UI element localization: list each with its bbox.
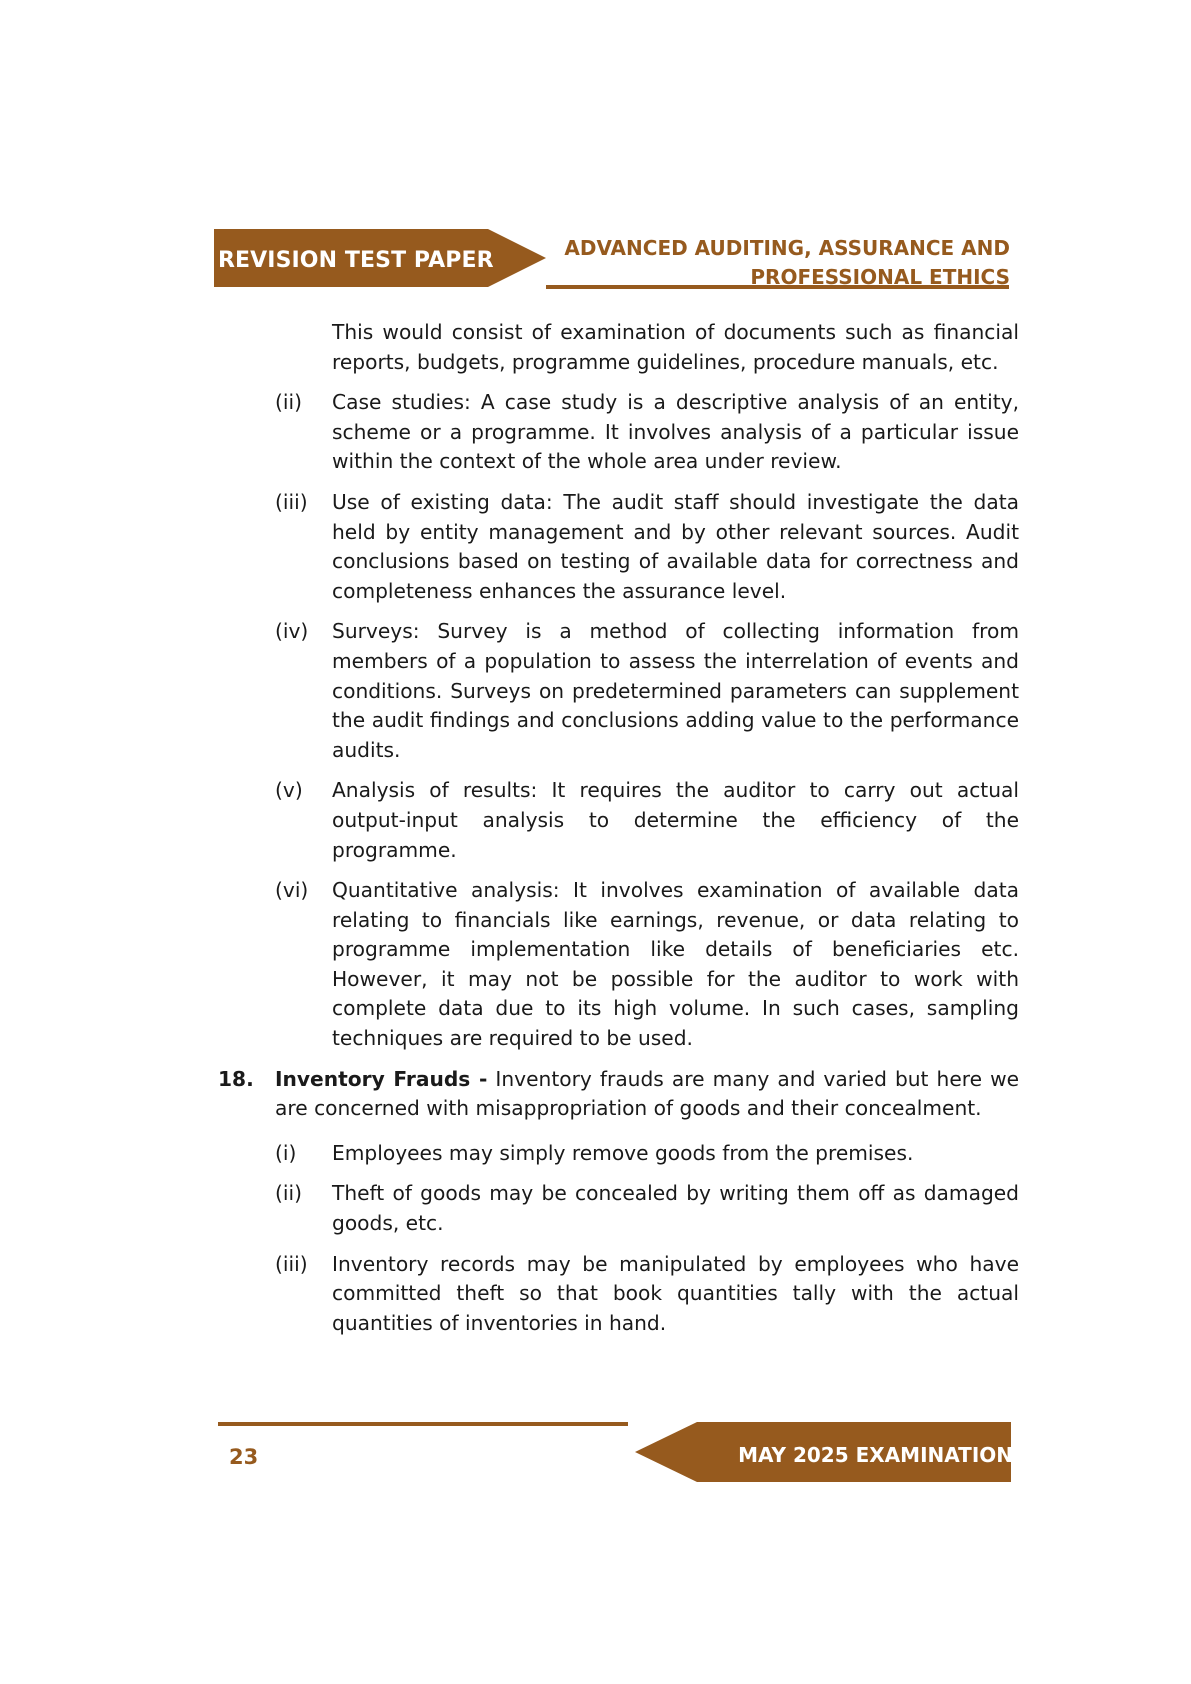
list-item-number: (iii)	[275, 489, 308, 514]
list-item-text: Surveys: Survey is a method of collecting information from members of a population to assess the interrelation of events and conditions. Surveys on predetermined parameters can supplement the audit findings and conclusions adding value to the performance audits.	[332, 619, 1019, 762]
question-text	[275, 1065, 1019, 1124]
list-item-number: (vi)	[275, 878, 309, 903]
list-item-number: (iv)	[275, 619, 309, 644]
list-item	[218, 876, 1019, 1054]
list-item-text: Use of existing data: The audit staff should investigate the data held by entity management and by other relevant sources. Audit conclusions based on testing of available data for correctness and completeness enhances the assurance level.	[332, 489, 1019, 603]
list-item	[218, 1179, 1019, 1238]
list-item-text: Employees may simply remove goods from the premises.	[332, 1140, 914, 1165]
list-item	[218, 1250, 1019, 1339]
list-item-text: Inventory records may be manipulated by employees who have committed theft so that book quantities tally with the actual quantities of inventories in hand.	[332, 1251, 1019, 1335]
list-item-number: (ii)	[275, 1181, 302, 1206]
list-item-text: Theft of goods may be concealed by writing them off as damaged goods, etc.	[332, 1181, 1019, 1236]
intro-paragraph: This would consist of examination of documents such as financial reports, budgets, programme guidelines, procedure manuals, etc.	[332, 320, 1019, 374]
footer-underline	[218, 1422, 628, 1426]
list-item-text: Quantitative analysis: It involves examination of available data relating to financials like earnings, revenue, or data relating to programme implementation like details of beneficiaries etc. However, it may not be possible for the auditor to work with complete data due to its high volume. In such cases, sampling techniques are required to be used.	[332, 878, 1019, 1051]
header-subject-line1: ADVANCED AUDITING, ASSURANCE AND	[564, 236, 1010, 260]
question-18	[218, 1065, 1019, 1124]
page-number: 23	[229, 1445, 259, 1469]
question-number: 18.	[218, 1066, 254, 1091]
question-body: Inventory frauds are many and varied but here we are concerned with misappropriation of goods and their concealment.	[275, 1066, 1020, 1121]
list-item-number: (i)	[275, 1140, 297, 1165]
list-item-number: (v)	[275, 778, 303, 803]
footer-exam-label: MAY 2025 EXAMINATION	[738, 1443, 1013, 1467]
list-item-text: Analysis of results: It requires the auditor to carry out actual output-input analysis to determine the efficiency of the programme.	[332, 778, 1019, 862]
header-subject-line2: PROFESSIONAL ETHICS	[750, 265, 1010, 289]
list-item-text: Case studies: A case study is a descriptive analysis of an entity, scheme or a programme. It involves analysis of a particular issue within the context of the whole area under review.	[332, 390, 1019, 474]
list-item	[218, 488, 1019, 606]
header-subject	[564, 234, 1010, 292]
header-title: REVISION TEST PAPER	[218, 248, 494, 273]
list-item	[218, 776, 1019, 865]
list-item	[218, 388, 1019, 477]
question-heading: Inventory Frauds -	[275, 1066, 488, 1091]
list-item-number: (ii)	[275, 390, 302, 415]
list-item-number: (iii)	[275, 1251, 308, 1276]
page-content	[218, 318, 1019, 1338]
list-item	[218, 617, 1019, 765]
list-item	[218, 1139, 1019, 1169]
